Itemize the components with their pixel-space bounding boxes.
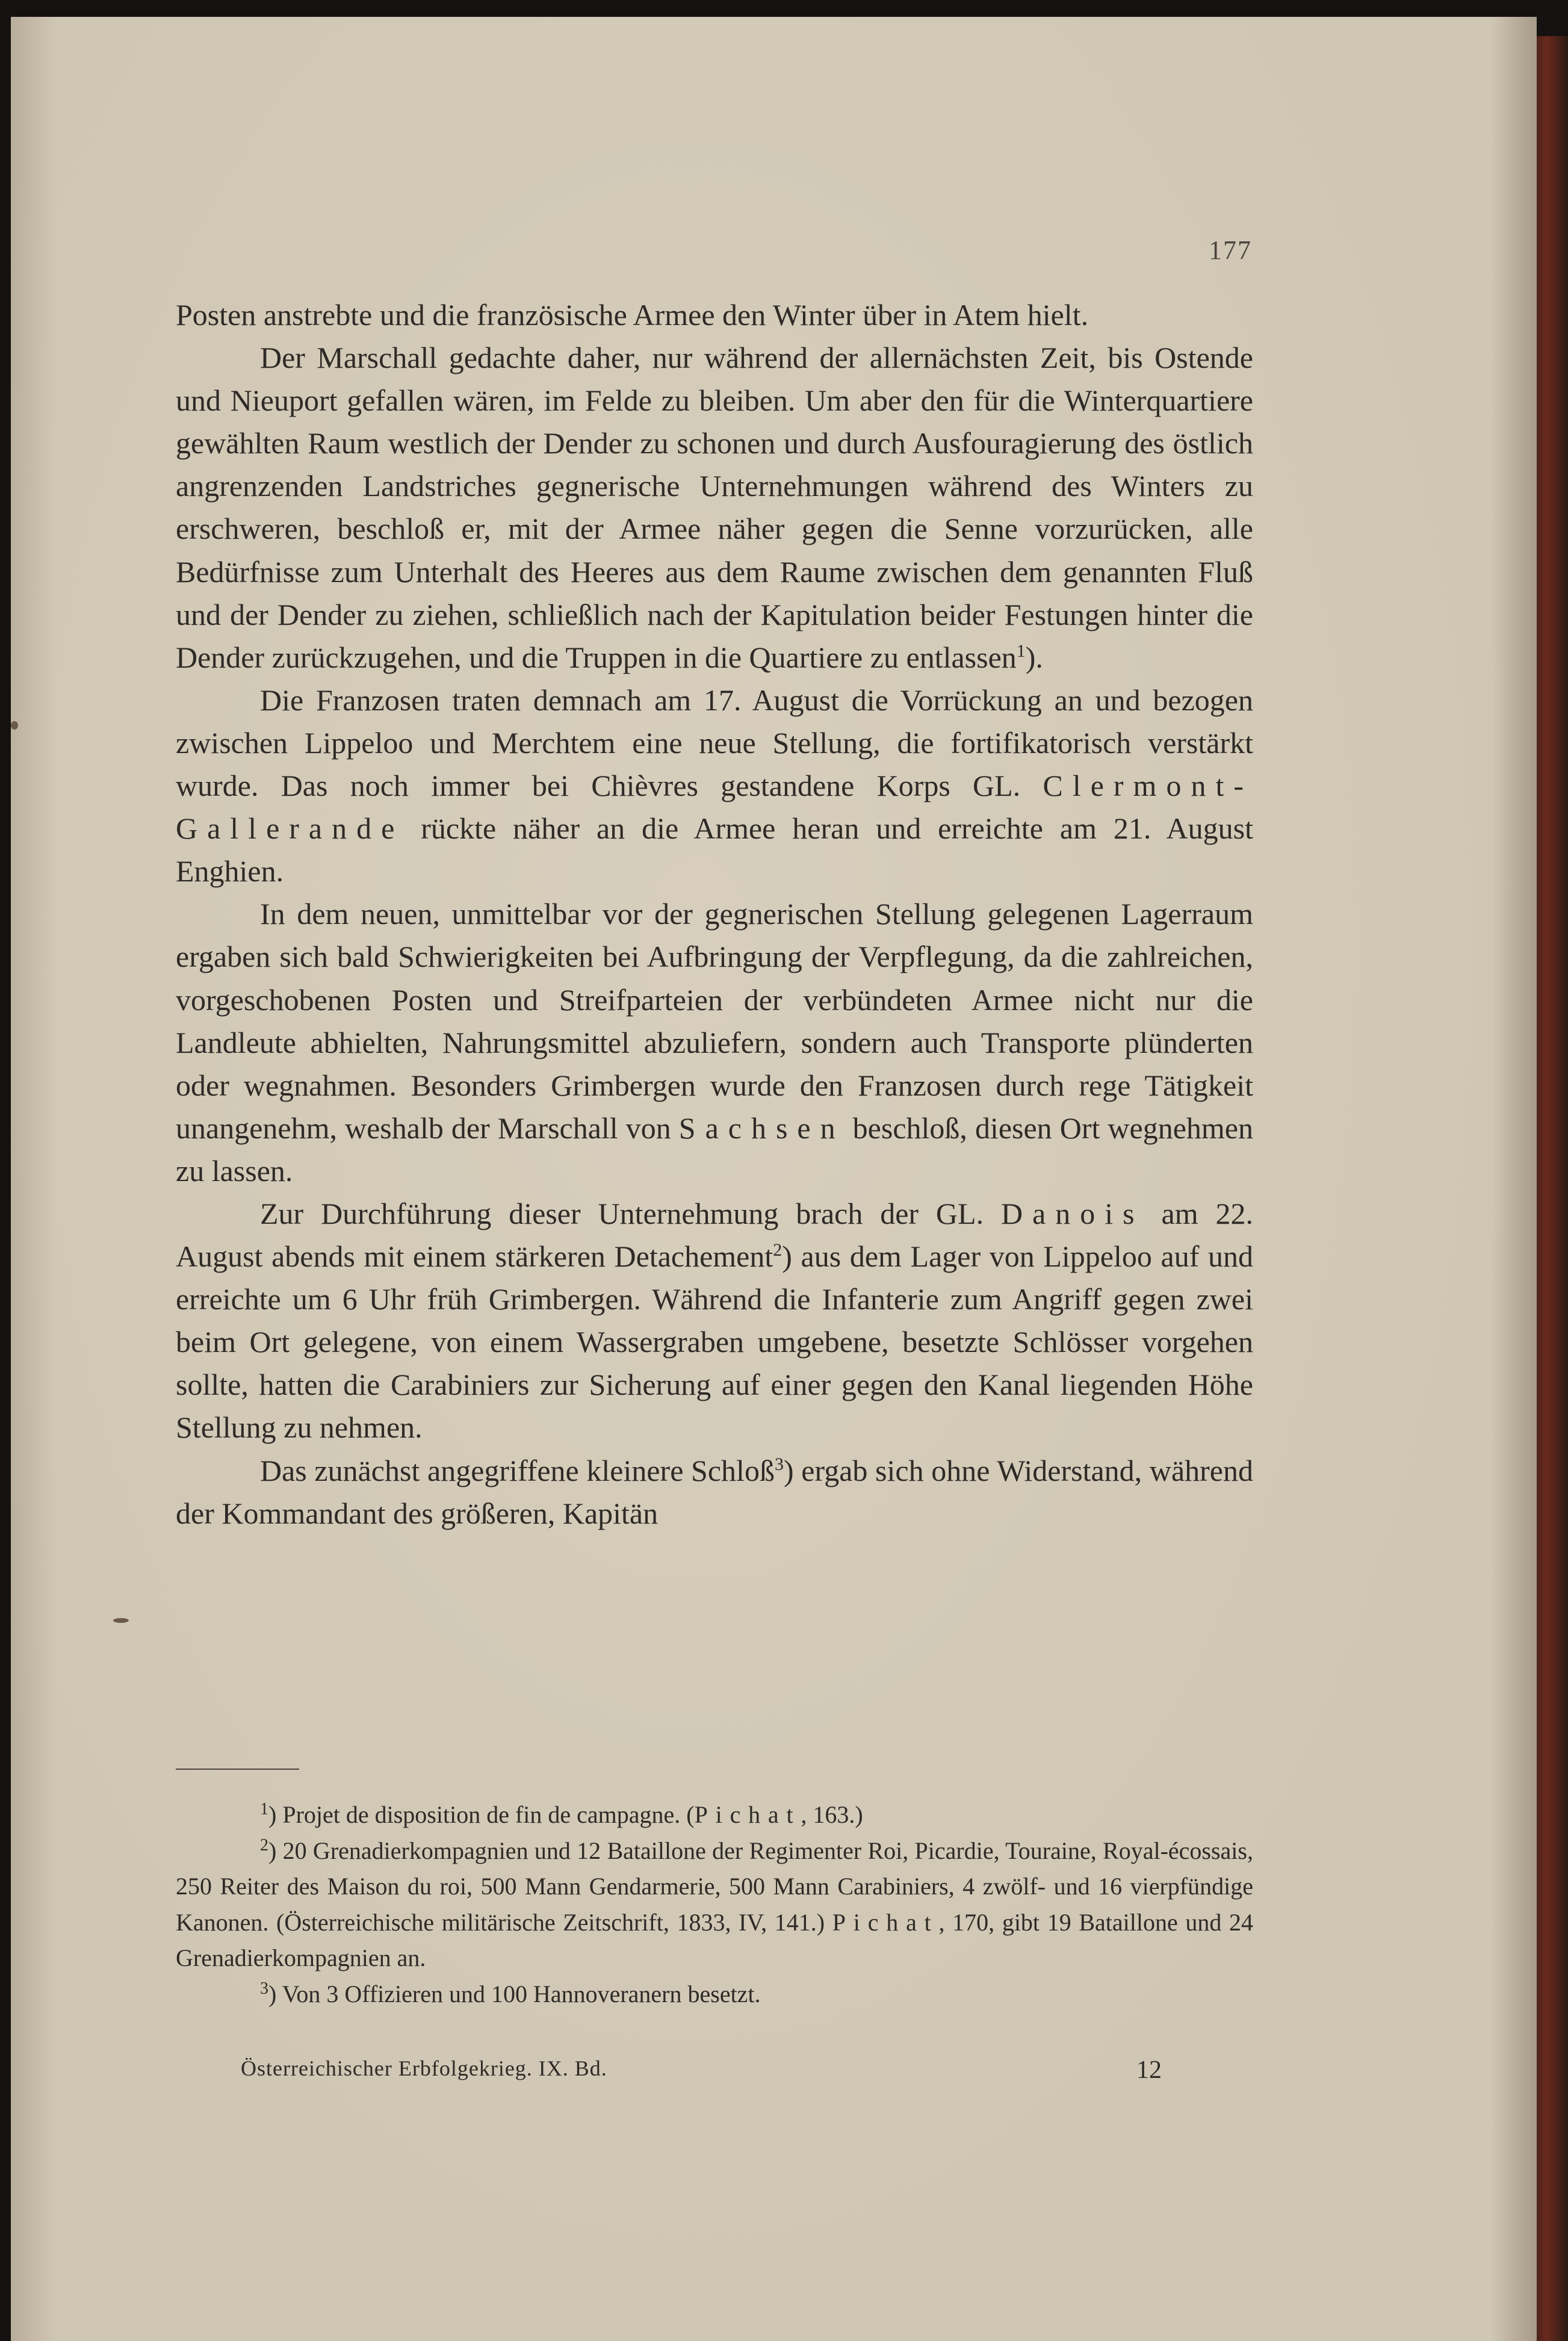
text-run: ) aus dem Lager von Lippeloo auf und erreichte um 6 Uhr früh Grimbergen. Während die Infanterie zum Angriff gegen zwei beim Ort gelegene, von einem Wassergraben umgebene, besetzte Schlösser vorgehen sollte, hatten die Carabiniers zur Sicherung auf einer gegen den Kanal liegenden Höhe Stellung zu nehmen. (176, 1239, 1253, 1445)
page-number: 177 (1209, 235, 1252, 265)
text-run: In dem neuen, unmittelbar vor der gegnerischen Stellung gelegenen Lagerraum ergaben sich bald Schwierigkeiten bei Aufbringung der Verpflegung, da die zahlreichen, vorgeschobenen Posten und Streifparteien der verbündeten Armee nicht nur die Landleute abhielten, Nahrungsmittel abzuliefern, sondern auch Transporte plünderten oder wegnahmen. Besonders Grimbergen wurde den Franzosen durch rege Tätigkeit unangenehm, weshalb der Marschall von (176, 897, 1253, 1145)
spaced-name: Pichat (694, 1801, 801, 1828)
paragraph (176, 679, 1253, 893)
footnote-marker: 2 (260, 1835, 268, 1855)
text-run: Posten anstrebte und die französische Armee den Winter über in Atem hielt. (176, 298, 1089, 332)
spaced-name: Danois (1000, 1196, 1144, 1230)
spaced-name: Clermont-Gallerande (176, 769, 1253, 846)
text-run: Projet de disposition de fin de campagne. ( (282, 1801, 695, 1828)
footnote-marker: 3 (260, 1979, 268, 1998)
text-run: ) ergab sich ohne Widerstand, während der Kommandant des größeren, Kapitän (176, 1453, 1253, 1530)
footnote-marker: 1 (260, 1800, 268, 1819)
text-run: Die Franzosen traten demnach am 17. August die Vorrückung an und bezogen zwischen Lippeloo und Merchtem eine neue Stellung, die fortifikatorisch verstärkt wurde. Das noch immer bei Chièvres gestandene Korps GL. (176, 683, 1253, 803)
book-edge (1532, 36, 1568, 2341)
footnote: $^1$) Projet de disposition de fin de campagne. (Pichat, 163.) (260, 1800, 863, 1828)
spaced-name: Pichat (832, 1908, 939, 1936)
text-run: beschloß, diesen Ort wegnehmen zu lassen. (176, 1111, 1253, 1188)
spaced-name: Sachsen (678, 1111, 845, 1145)
paragraph (176, 1192, 1253, 1450)
text-run: ). (1025, 640, 1043, 674)
footer-signature: 12 (1136, 2056, 1162, 2084)
scan-speck (11, 721, 18, 730)
paragraph (176, 1450, 1253, 1535)
text-run: Der Marschall gedachte daher, nur während der allernächsten Zeit, bis Ostende und Nieuport gefallen wären, im Felde zu bleiben. Um aber den für die Winterquartiere gewählten Raum westlich der Dender zu schonen und durch Ausfouragierung des östlich angrenzenden Landstriches gegnerische Unternehmungen während des Winters zu erschweren, beschloß er, mit der Armee näher gegen die Senne vorzurücken, alle Bedürfnisse zum Unterhalt des Heeres aus dem Raume zwischen dem genannten Fluß und der Dender zu ziehen, schließlich nach der Kapitulation beider Festungen hinter die Dender zurückzugehen, und die Truppen in die Quartiere zu entlassen (176, 341, 1253, 674)
paragraph (176, 294, 1253, 336)
text-run: 20 Grenadierkompagnien und 12 Bataillone der Regimenter Roi, Picardie, Touraine, Royal-écossais, 250 Reiter des Maison du roi, 500 Mann Gendarmerie, 500 Mann Carabiniers, 4 zwölf- und 16 vierpfündige Kanonen. (Österreichische militärische Zeitschrift, 1833, IV, 141.) (176, 1837, 1253, 1936)
footnotes (176, 1797, 1253, 2012)
footnote-reference: 1 (1016, 640, 1026, 661)
footnote: $^2$) 20 Grenadierkompagnien und 12 Bataillone der Regimenter Roi, Picardie, Touraine, Royal-écossais, 250 Reiter des Maison du roi, 500 Mann Gendarmerie, 500 Mann Carabiniers, 4 zwölf- und 16 vierpfündige Kanonen. (Österreichische militärische Zeitschrift, 1833, IV, 141.) Pichat, 170, gibt 19 Bataillone und 24 Grenadierkompagnien an. (176, 1835, 1253, 1971)
scan-speck (113, 1618, 129, 1623)
text-run: am 22. August abends mit einem stärkeren Detachement (176, 1196, 1253, 1274)
text-run: Zur Durchführung dieser Unternehmung brach der GL. (260, 1196, 1001, 1230)
footnote-reference: 3 (774, 1454, 784, 1474)
footnote-separator (176, 1769, 299, 1770)
paragraph (176, 893, 1253, 1192)
text-run: rückte näher an die Armee heran und erreichte am 21. August Enghien. (176, 811, 1253, 888)
text-run: Von 3 Offizieren und 100 Hannoveranern besetzt. (282, 1980, 761, 2008)
footnote: $^3$) Von 3 Offizieren und 100 Hannoveranern besetzt. (260, 1979, 761, 2008)
paragraph (176, 336, 1253, 679)
text-run: , 170, gibt 19 Bataillone und 24 Grenadierkompagnien an. (176, 1908, 1253, 1971)
footer-book-title: Österreichischer Erbfolgekrieg. IX. Bd. (241, 2056, 607, 2080)
footnote-reference: 2 (773, 1240, 782, 1260)
text-run: Das zunächst angegriffene kleinere Schloß (260, 1453, 775, 1487)
body-text (176, 294, 1253, 1535)
text-run: , 163.) (801, 1801, 863, 1828)
